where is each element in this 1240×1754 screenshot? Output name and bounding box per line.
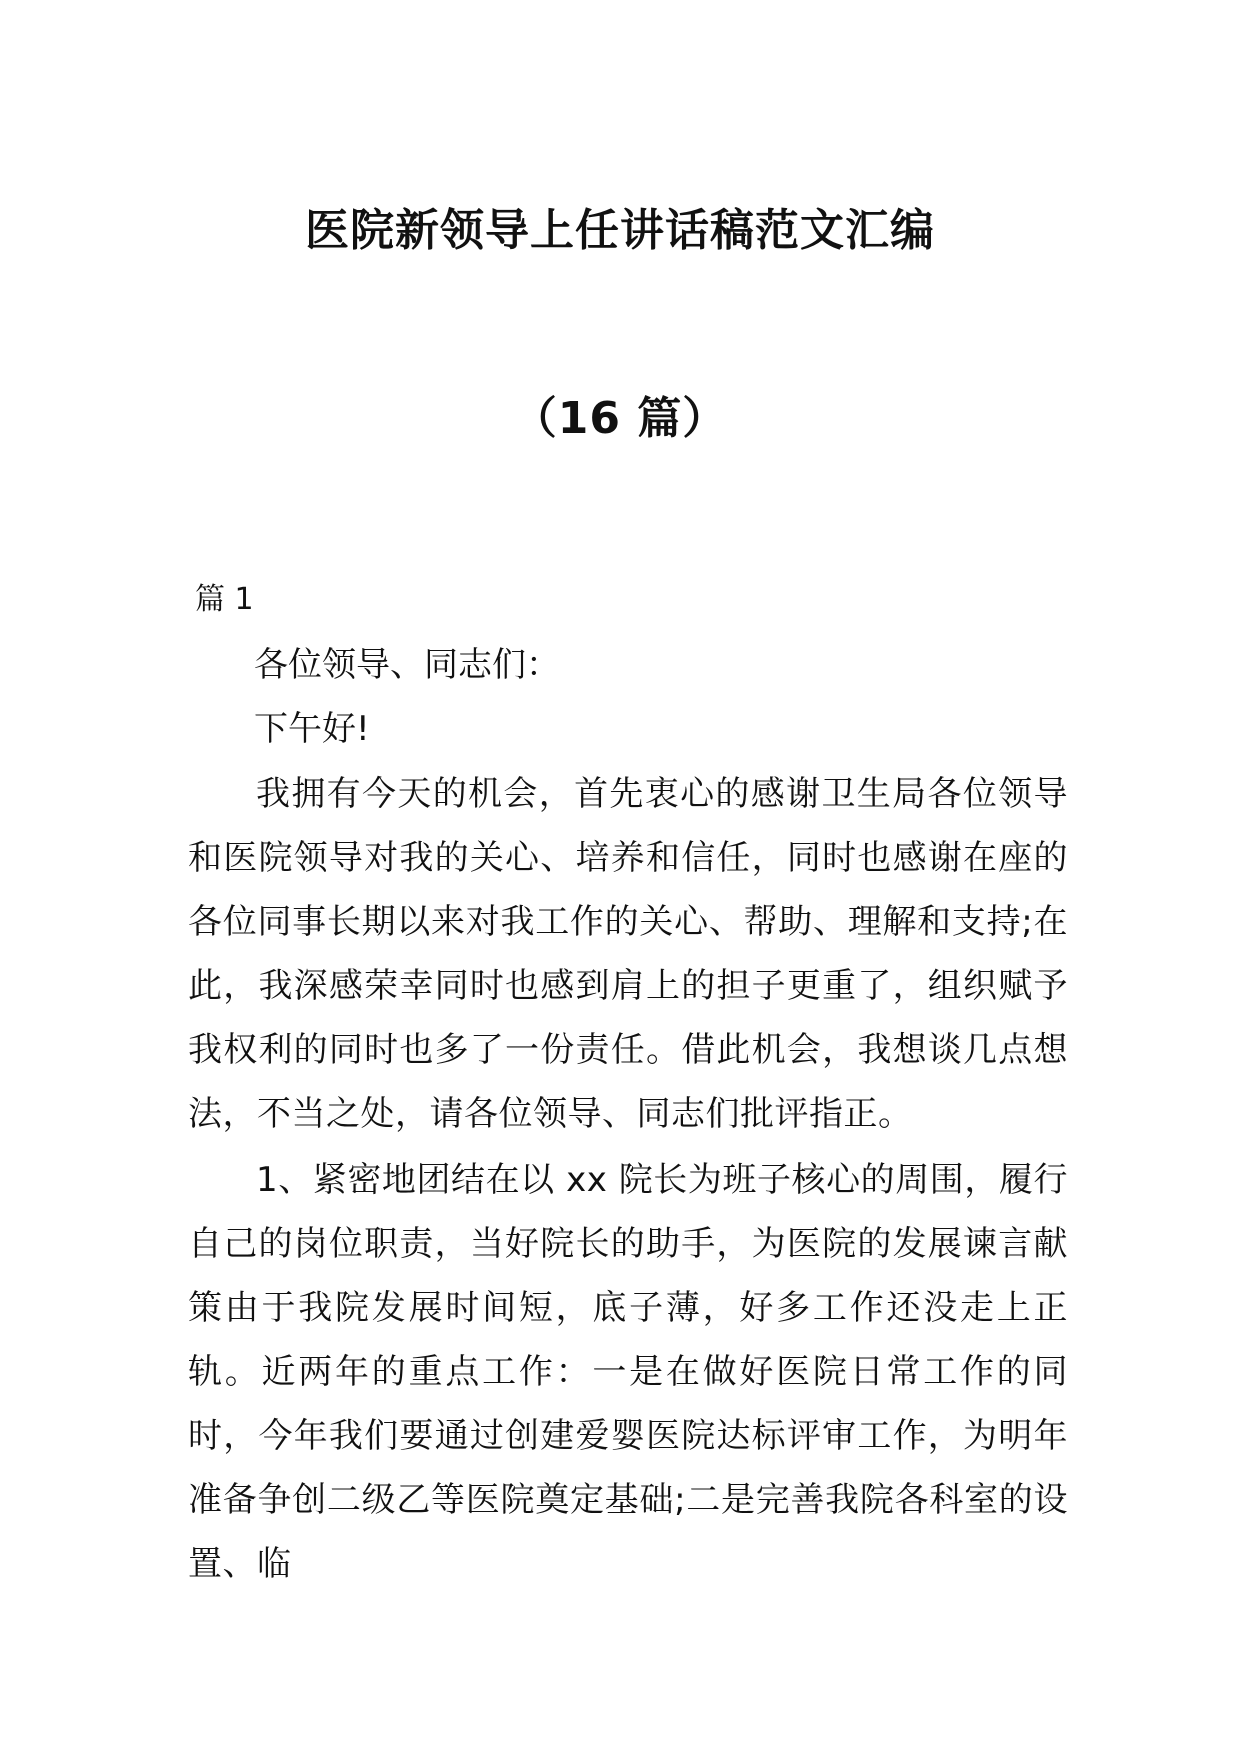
salutation-line: 各位领导、同志们： bbox=[254, 645, 560, 685]
greeting-line: 下午好! bbox=[254, 709, 370, 749]
document-subtitle: （16 篇） bbox=[512, 393, 728, 444]
body-paragraph: 1、紧密地团结在以 xx 院长为班子核心的周围，履行自己的岗位职责，当好院长的助手，为医院的发展谏言献策由于我院发展时间短，底子薄，好多工作还没走上正轨。近两年的重点工作：一是在做好医院日常工作的同时，今年我们要通过创建爱婴医院达标评审工作，为明年准备争创二级乙等医院奠定基础;二是完善我院各科室的设置、临 bbox=[188, 1160, 1068, 1584]
document-title: 医院新领导上任讲话稿范文汇编 bbox=[305, 205, 935, 256]
body-paragraph: 我拥有今天的机会，首先衷心的感谢卫生局各位领导和医院领导对我的关心、培养和信任，同时也感谢在座的各位同事长期以来对我工作的关心、帮助、理解和支持;在此，我深感荣幸同时也感到肩上的担子更重了，组织赋予我权利的同时也多了一份责任。借此机会，我想谈几点想法，不当之处，请各位领导、同志们批评指正。 bbox=[188, 774, 1068, 1134]
section-label: 篇 1 bbox=[195, 582, 254, 617]
